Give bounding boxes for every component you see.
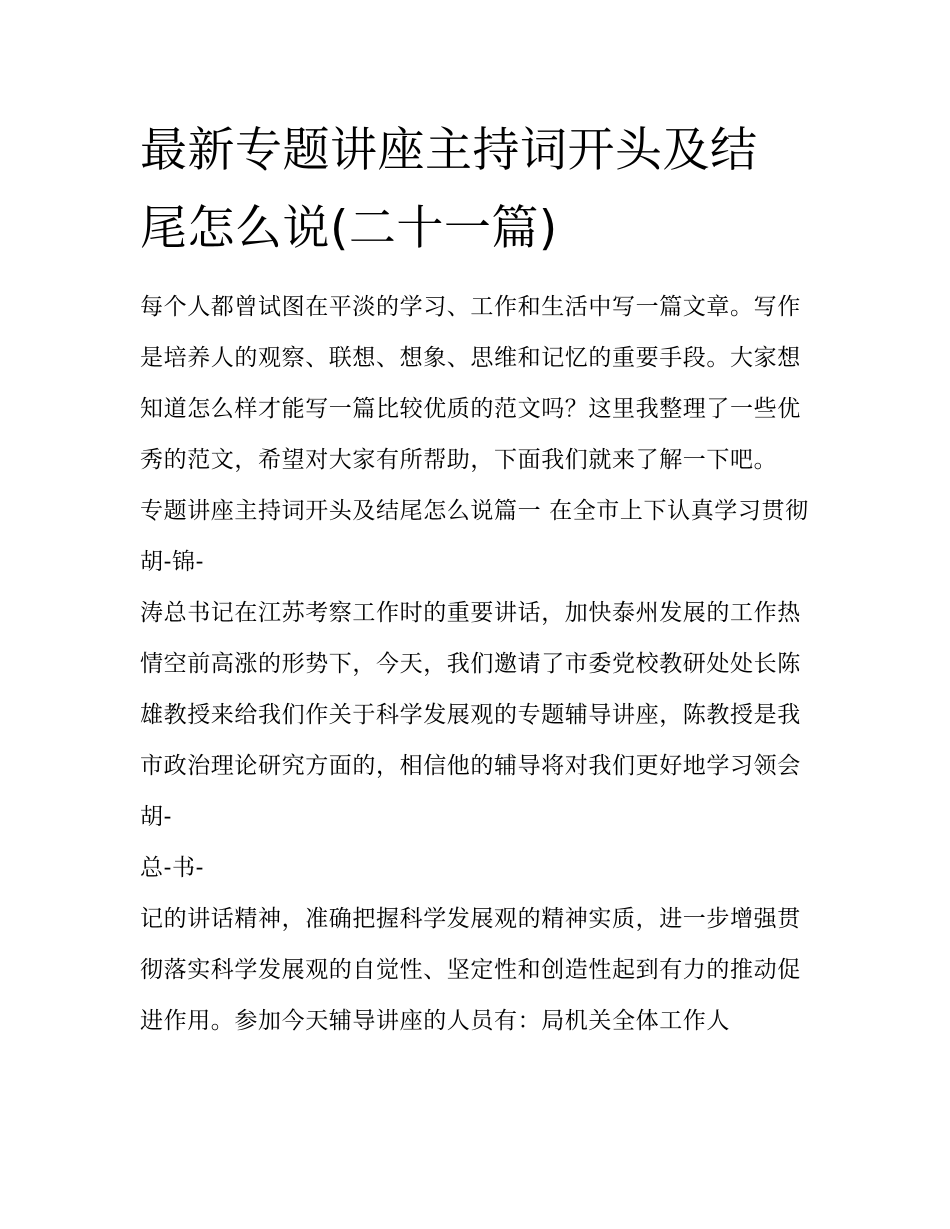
body-paragraph: 总-书- [140, 855, 204, 881]
body-paragraph: 记的讲话精神，准确把握科学发展观的精神实质，进一步增强贯彻落实科学发展观的自觉性、坚定性和创造性起到有力的推动促进作用。参加今天辅导讲座的人员有：局机关全体工作人 [140, 906, 801, 1034]
document-body [140, 282, 815, 1047]
title-line-1: 最新专题讲座主持词开头及结 [140, 123, 758, 178]
title-line-2: 尾怎么说(二十一篇) [140, 201, 558, 256]
body-paragraph: 涛总书记在江苏考察工作时的重要讲话，加快泰州发展的工作热情空前高涨的形势下，今天，我们邀请了市委党校教研处处长陈雄教授来给我们作关于科学发展观的专题辅导讲座，陈教授是我市政治理论研究方面的，相信他的辅导将对我们更好地学习领会胡- [140, 600, 801, 830]
section-heading-paragraph: 专题讲座主持词开头及结尾怎么说篇一 在全市上下认真学习贯彻胡-锦- [140, 498, 809, 575]
document-page [140, 112, 815, 1047]
document-title [140, 112, 815, 268]
intro-paragraph: 每个人都曾试图在平淡的学习、工作和生活中写一篇文章。写作是培养人的观察、联想、想象、思维和记忆的重要手段。大家想知道怎么样才能写一篇比较优质的范文吗？这里我整理了一些优秀的范文，希望对大家有所帮助，下面我们就来了解一下吧。 [140, 294, 801, 473]
